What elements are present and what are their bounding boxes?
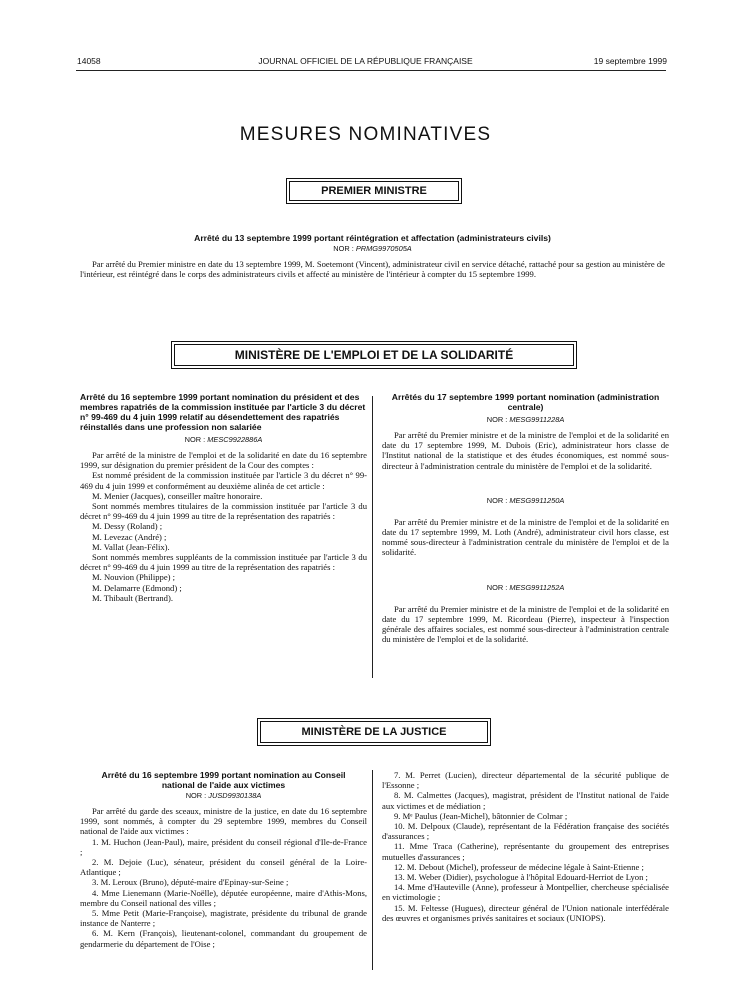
decree-title: Arrêté du 16 septembre 1999 portant nomination du président et des membres rapatriés de la commission instituée par l'article 3 du décret n° 99-469 du 4 juin 1999 relatif au désendettement des rapatriés réinstallés dans une profession non salariée [80,392,366,432]
list-item: 7. M. Perret (Lucien), directeur départemental de la sécurité publique de l'Essonne ; [382,770,669,791]
list-item: M. Thibault (Bertrand). [92,592,173,603]
nor-reference [382,495,669,506]
nor-reference [80,243,665,254]
list-item: M. Levezac (André) ; [92,531,167,542]
list-item: 1. M. Huchon (Jean-Paul), maire, président du conseil régional d'Ile-de-France ; [80,836,367,857]
justice-right-column [382,770,669,923]
justice-heading: MINISTÈRE DE LA JUSTICE [260,721,488,743]
list-item: M. Vallat (Jean-Félix). [92,541,170,552]
list-item: 14. Mme d'Hauteville (Anne), professeur à Montpellier, chercheuse spécialisée en victimologie ; [382,882,669,903]
nor-reference [382,414,669,425]
list-item: 15. M. Feltesse (Hugues), directeur général de l'Union nationale interfédérale des œuvres et organismes privés sanitaires et sociaux (UNIOPS). [382,902,669,923]
list-item: 9. Mᵉ Paulus (Jean-Michel), bâtonnier de Colmar ; [394,810,568,821]
page-number: 14058 [77,56,101,66]
emploi-right-column [382,392,669,644]
paragraph: Sont nommés membres suppléants de la commission instituée par l'article 3 du décret n° 99-469 du 4 juin 1999 au titre de la représentation des rapatriés : [80,552,367,573]
nor-label: NOR : [486,415,508,424]
nor-label: NOR : [333,244,354,253]
emploi-heading: MINISTÈRE DE L'EMPLOI ET DE LA SOLIDARITÉ [174,344,574,366]
nor-code: MESG9911250A [509,495,565,505]
list-item: M. Dessy (Roland) ; [92,521,163,532]
premier-ministre-decree [80,233,665,279]
nor-label: NOR : [185,791,207,800]
paragraph: Sont nommés membres titulaires de la commission instituée par l'article 3 du décret n° 99-469 du 4 juin 1999 au titre de la représentation des rapatriés : [80,501,367,522]
list-item: 2. M. Dejoie (Luc), sénateur, président du conseil général de la Loire-Atlantique ; [80,857,367,878]
nor-label: NOR : [184,435,206,444]
list-item: 11. Mme Traca (Catherine), représentante du groupement des entreprises mutuelles d'assurances ; [382,841,669,862]
nor-code: MESG9911228A [509,415,565,424]
decree-title: Arrêté du 13 septembre 1999 portant réintégration et affectation (administrateurs civils) [194,233,551,243]
list-item: 13. M. Weber (Didier), psychologue à l'hôpital Edouard-Herriot de Lyon ; [394,872,648,883]
list-item: 12. M. Debout (Michel), professeur de médecine légale à Saint-Etienne ; [394,861,644,872]
decree-text: Par arrêté du Premier ministre en date du 13 septembre 1999, M. Soetemont (Vincent), administrateur civil en service détaché, rattaché pour sa gestion au ministère de l'intérieur, est réintégré dans le corps des administrateurs civils et affecté au ministère de l'intérieur à compter du 15 septembre 1999. [80,259,665,280]
paragraph: Par arrêté de la ministre de l'emploi et de la solidarité en date du 16 septembre 1999, sur désignation du premier président de la Cour des comptes : [80,450,367,471]
premier-ministre-heading: PREMIER MINISTRE [289,181,459,201]
nor-code: MESC9922886A [207,435,263,444]
list-item: 3. M. Leroux (Bruno), député-maire d'Epinay-sur-Seine ; [92,877,289,888]
nor-code: PRMG9970505A [355,244,412,253]
column-separator [372,770,373,970]
list-item: M. Delamarre (Edmond) ; [92,582,182,593]
list-item: 6. M. Kern (François), lieutenant-colonel, commandant du groupement de gendarmerie du département de l'Oise ; [80,928,367,949]
column-separator [372,396,373,678]
paragraph: Par arrêté du garde des sceaux, ministre de la justice, en date du 16 septembre 1999, sont nommés, à compter du 29 septembre 1999, membres du Conseil national de l'aide aux victimes : [80,806,367,837]
list-item: 5. Mme Petit (Marie-Françoise), magistrate, présidente du tribunal de grande instance de Nanterre ; [80,908,367,929]
nor-label: NOR : [486,582,508,592]
nor-code: JUSD9930138A [208,791,262,800]
header-rule [76,70,666,71]
nor-reference [80,790,367,801]
paragraph: Par arrêté du Premier ministre et de la ministre de l'emploi et de la solidarité en date du 17 septembre 1999, M. Ricordeau (Pierre), inspecteur à l'inspection générale des affaires sociales, est nommé sous-directeur à l'administration centrale du ministère de l'emploi et de la solidarité. [382,603,669,645]
list-item: 10. M. Delpoux (Claude), représentant de la Fédération française des sociétés d'assurances ; [382,821,669,842]
nor-label: NOR : [486,495,508,505]
page-title: MESURES NOMINATIVES [239,124,492,145]
paragraph: Par arrêté du Premier ministre et de la ministre de l'emploi et de la solidarité en date du 17 septembre 1999, M. Dubois (Eric), administrateur hors classe de l'Institut national de la statistique et des études économiques, est nommé sous-directeur à l'administration centrale du ministère de l'emploi et de la solidarité. [382,430,669,471]
emploi-heading-box [171,341,577,369]
issue-date: 19 septembre 1999 [593,56,667,66]
justice-left-column [80,770,367,949]
paragraph: Par arrêté du Premier ministre et de la ministre de l'emploi et de la solidarité en date du 17 septembre 1999, M. Loth (André), administrateur civil hors classe, est nommé sous-directeur à l'administration centrale du ministère de l'emploi et de la solidarité. [382,516,669,558]
premier-ministre-heading-box [286,178,462,204]
decree-title: Arrêtés du 17 septembre 1999 portant nomination (administration centrale) [391,392,660,412]
list-item: 4. Mme Lienemann (Marie-Noëlle), députée européenne, maire d'Athis-Mons, membre du Conseil national des villes ; [80,887,367,908]
nor-reference [382,582,669,593]
journal-name: JOURNAL OFFICIEL DE LA RÉPUBLIQUE FRANÇAISE [258,56,473,66]
nor-reference [80,434,367,445]
justice-heading-box [257,718,491,746]
emploi-left-column [80,392,367,603]
nor-code: MESG9911252A [509,582,565,592]
list-item: M. Nouvion (Philippe) ; [92,572,176,583]
president-name: M. Menier (Jacques), conseiller maître honoraire. [92,490,263,501]
paragraph: Est nommé président de la commission instituée par l'article 3 du décret n° 99-469 du 4 juin 1999 et conformément au deuxième alinéa de cet article : [80,470,367,491]
decree-title: Arrêté du 16 septembre 1999 portant nomination au Conseil national de l'aide aux victimes [101,770,346,790]
list-item: 8. M. Calmettes (Jacques), magistrat, président de l'Institut national de l'aide aux victimes et de médiation ; [382,790,669,811]
